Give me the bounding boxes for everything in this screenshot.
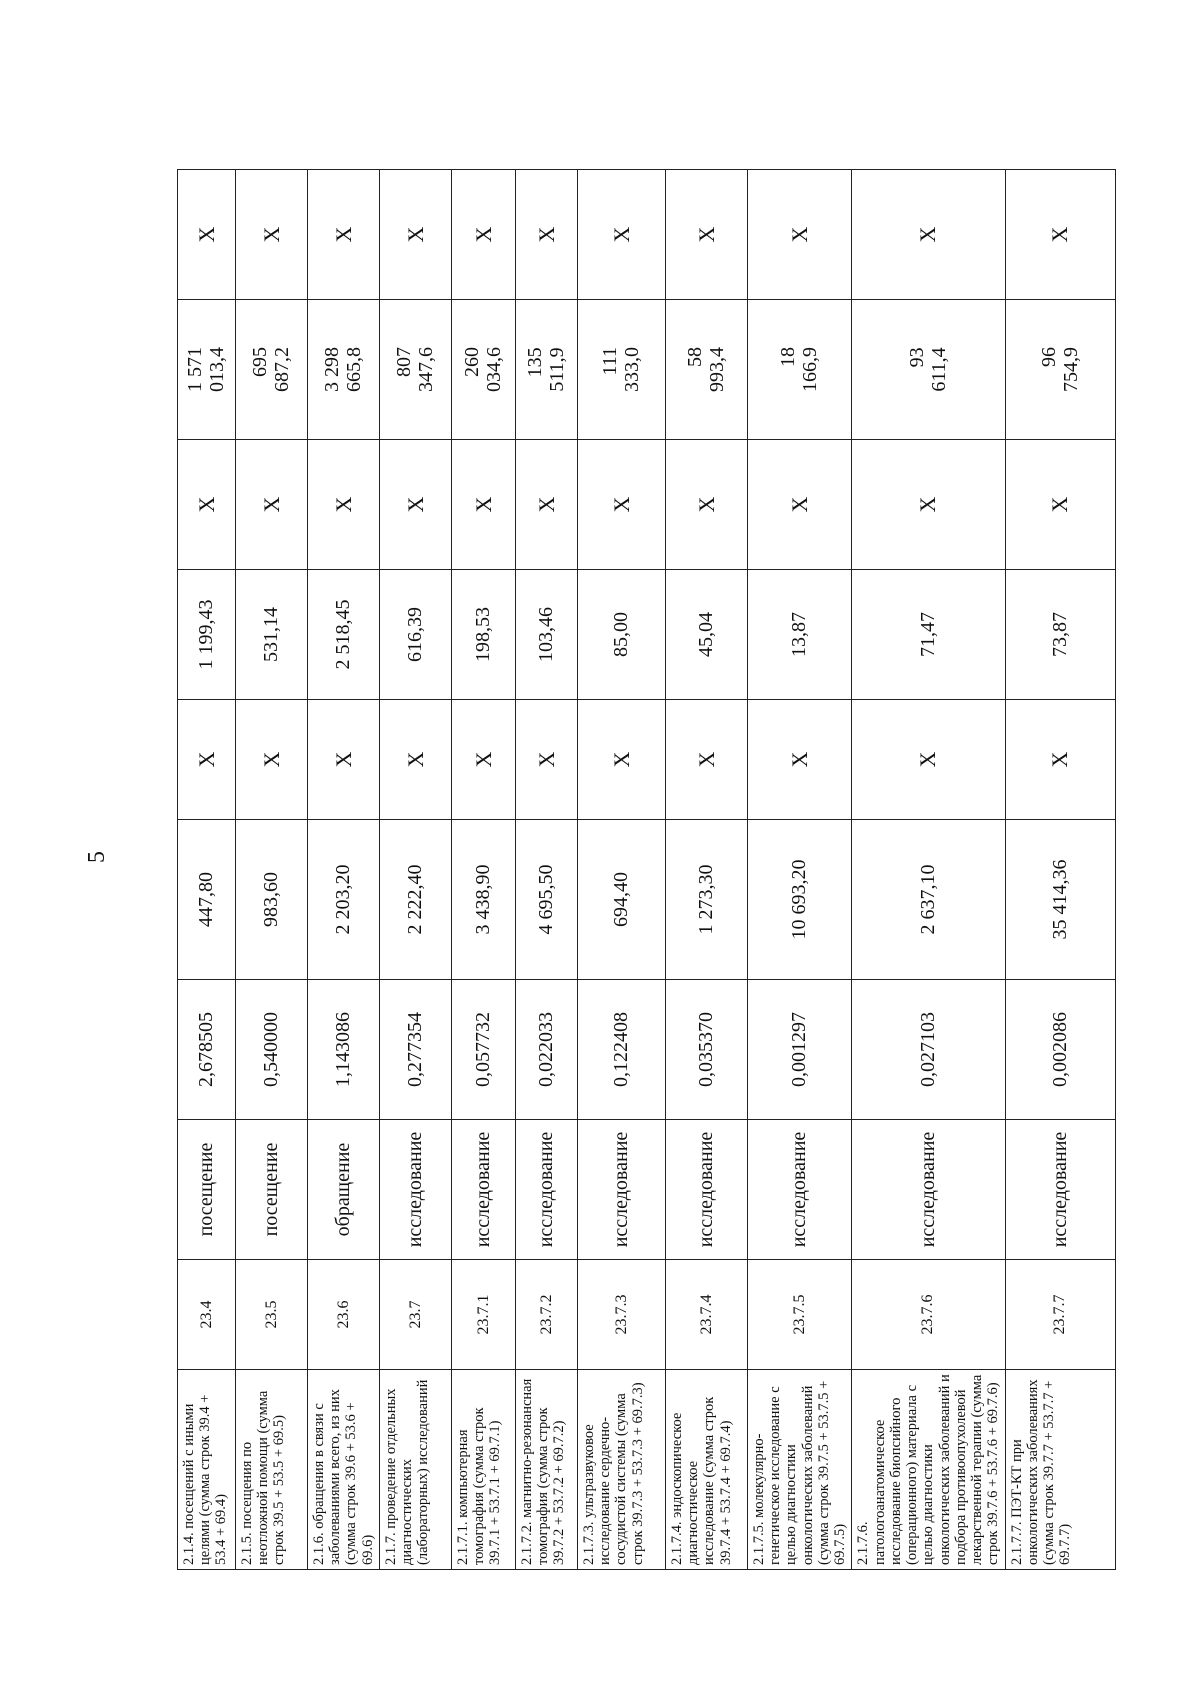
unit-cell: обращение xyxy=(308,1120,380,1260)
x-mark-cell: X xyxy=(748,700,852,820)
row-code-cell: 23.7.1 xyxy=(452,1260,516,1370)
total-cell xyxy=(748,300,852,440)
financing-table xyxy=(177,169,1116,1570)
total-value-line2: 333,0 xyxy=(621,347,643,392)
per-capita-cell: 45,04 xyxy=(666,570,748,700)
cost-cell: 694,40 xyxy=(578,820,666,980)
total-value-line2: 687,2 xyxy=(271,347,293,392)
unit-cell: исследование xyxy=(380,1120,452,1260)
total-value-line1: 807 xyxy=(393,347,415,377)
x-mark-cell: X xyxy=(380,170,452,300)
volume-cell: 0,022033 xyxy=(516,980,578,1120)
total-value-line1: 695 xyxy=(249,347,271,377)
unit-cell: исследование xyxy=(452,1120,516,1260)
unit-cell: исследование xyxy=(1005,1120,1115,1260)
table-row xyxy=(578,170,666,1570)
rotated-table-wrapper xyxy=(177,170,1107,1570)
per-capita-cell: 73,87 xyxy=(1005,570,1115,700)
x-mark-cell: X xyxy=(236,440,308,570)
row-name-cell: 2.1.7.2. магнитно-резонансная томография (сумма строк 39.7.2 + 53.7.2 + 69.7.2) xyxy=(516,1370,578,1570)
row-name-cell: 2.1.7.5. молекулярно-генетическое исследование с целью диагностики онкологических заболеваний (сумма строк 39.7.5 + 53.7.5 + 69.7.5) xyxy=(748,1370,852,1570)
row-name-cell: 2.1.7.1. компьютерная томография (сумма строк 39.7.1 + 53.7.1 + 69.7.1) xyxy=(452,1370,516,1570)
x-mark-cell: X xyxy=(516,440,578,570)
row-code-cell: 23.6 xyxy=(308,1260,380,1370)
cost-cell: 1 273,30 xyxy=(666,820,748,980)
unit-cell: посещение xyxy=(236,1120,308,1260)
row-code-cell: 23.5 xyxy=(236,1260,308,1370)
row-name-cell: 2.1.7.6. патологоанатомическое исследование биопсийного (операционного) материала с целью диагностики онкологических заболеваний и подбора противоопухолевой лекарственной терапии (сумма строк 39.7.6 + 53.7.6 + 69.7.6) xyxy=(852,1370,1005,1570)
total-value xyxy=(524,347,568,391)
total-cell xyxy=(852,300,1005,440)
row-code-cell: 23.7.4 xyxy=(666,1260,748,1370)
total-value-line1: 135 xyxy=(524,347,546,378)
x-mark-cell: X xyxy=(666,700,748,820)
per-capita-cell: 1 199,43 xyxy=(178,570,236,700)
x-mark-cell: X xyxy=(1005,700,1115,820)
total-value-line1: 58 xyxy=(684,347,706,367)
total-cell xyxy=(1005,300,1115,440)
x-mark-cell: X xyxy=(178,170,236,300)
row-code-cell: 23.7.7 xyxy=(1005,1260,1115,1370)
total-cell xyxy=(578,300,666,440)
total-value-line1: 111 xyxy=(599,347,621,376)
total-value-line2: 611,4 xyxy=(927,347,950,392)
x-mark-cell: X xyxy=(380,700,452,820)
total-value-line1: 18 xyxy=(777,347,800,367)
total-value xyxy=(461,347,505,392)
row-code-cell: 23.7.6 xyxy=(852,1260,1005,1370)
cost-cell: 3 438,90 xyxy=(452,820,516,980)
x-mark-cell: X xyxy=(666,170,748,300)
total-value-line2: 993,4 xyxy=(706,347,728,392)
per-capita-cell: 13,87 xyxy=(748,570,852,700)
cost-cell: 447,80 xyxy=(178,820,236,980)
table-row xyxy=(236,170,308,1570)
total-value xyxy=(777,347,821,392)
cost-cell: 35 414,36 xyxy=(1005,820,1115,980)
total-value xyxy=(393,347,437,392)
table-row xyxy=(516,170,578,1570)
total-value xyxy=(599,347,643,392)
total-value xyxy=(184,347,228,392)
x-mark-cell: X xyxy=(308,700,380,820)
total-value xyxy=(684,347,728,392)
total-value-line2: 034,6 xyxy=(483,347,505,392)
row-code-cell: 23.7.2 xyxy=(516,1260,578,1370)
volume-cell: 0,540000 xyxy=(236,980,308,1120)
cost-cell: 983,60 xyxy=(236,820,308,980)
per-capita-cell: 531,14 xyxy=(236,570,308,700)
total-value-line2: 013,4 xyxy=(206,347,228,392)
total-cell xyxy=(308,300,380,440)
total-value-line2: 166,9 xyxy=(799,347,822,392)
total-cell xyxy=(516,300,578,440)
total-value-line1: 1 571 xyxy=(184,347,206,392)
total-value xyxy=(321,347,365,392)
x-mark-cell: X xyxy=(236,700,308,820)
x-mark-cell: X xyxy=(236,170,308,300)
row-name-cell: 2.1.5. посещения по неотложной помощи (сумма строк 39.5 + 53.5 + 69.5) xyxy=(236,1370,308,1570)
x-mark-cell: X xyxy=(852,440,1005,570)
cost-cell: 2 222,40 xyxy=(380,820,452,980)
row-code-cell: 23.7 xyxy=(380,1260,452,1370)
x-mark-cell: X xyxy=(578,700,666,820)
x-mark-cell: X xyxy=(516,700,578,820)
page-number: 5 xyxy=(84,851,110,863)
per-capita-cell: 85,00 xyxy=(578,570,666,700)
unit-cell: исследование xyxy=(852,1120,1005,1260)
row-code-cell: 23.4 xyxy=(178,1260,236,1370)
row-name-cell: 2.1.6. обращения в связи с заболеваниями всего, из них (сумма строк 39.6 + 53.6 + 69.6) xyxy=(308,1370,380,1570)
x-mark-cell: X xyxy=(452,440,516,570)
row-name-cell: 2.1.4. посещений с иными целями (сумма строк 39.4 + 53.4 + 69.4) xyxy=(178,1370,236,1570)
total-cell xyxy=(666,300,748,440)
total-value-line2: 511,9 xyxy=(546,347,568,392)
x-mark-cell: X xyxy=(852,700,1005,820)
volume-cell: 0,122408 xyxy=(578,980,666,1120)
row-code-cell: 23.7.3 xyxy=(578,1260,666,1370)
cost-cell: 2 203,20 xyxy=(308,820,380,980)
unit-cell: исследование xyxy=(516,1120,578,1260)
per-capita-cell: 103,46 xyxy=(516,570,578,700)
cost-cell: 10 693,20 xyxy=(748,820,852,980)
x-mark-cell: X xyxy=(666,440,748,570)
x-mark-cell: X xyxy=(178,440,236,570)
x-mark-cell: X xyxy=(452,170,516,300)
total-value-line2: 754,9 xyxy=(1059,347,1082,392)
total-value-line1: 260 xyxy=(461,347,483,377)
total-value-line1: 93 xyxy=(905,347,928,368)
total-cell xyxy=(236,300,308,440)
x-mark-cell: X xyxy=(178,700,236,820)
total-value-line2: 665,8 xyxy=(343,347,365,392)
table-row xyxy=(308,170,380,1570)
table-body xyxy=(178,170,1116,1570)
total-value xyxy=(1038,347,1082,392)
volume-cell: 0,001297 xyxy=(748,980,852,1120)
x-mark-cell: X xyxy=(1005,170,1115,300)
volume-cell: 2,678505 xyxy=(178,980,236,1120)
cost-cell: 4 695,50 xyxy=(516,820,578,980)
x-mark-cell: X xyxy=(748,440,852,570)
total-value xyxy=(906,347,950,391)
total-value-line1: 3 298 xyxy=(321,347,343,392)
x-mark-cell: X xyxy=(308,170,380,300)
unit-cell: исследование xyxy=(578,1120,666,1260)
x-mark-cell: X xyxy=(748,170,852,300)
volume-cell: 0,002086 xyxy=(1005,980,1115,1120)
unit-cell: посещение xyxy=(178,1120,236,1260)
table-row xyxy=(452,170,516,1570)
volume-cell: 0,277354 xyxy=(380,980,452,1120)
row-code-cell: 23.7.5 xyxy=(748,1260,852,1370)
per-capita-cell: 198,53 xyxy=(452,570,516,700)
volume-cell: 0,057732 xyxy=(452,980,516,1120)
row-name-cell: 2.1.7.7. ПЭТ-КТ при онкологических заболеваниях (сумма строк 39.7.7 + 53.7.7 + 69.7.7) xyxy=(1005,1370,1115,1570)
x-mark-cell: X xyxy=(308,440,380,570)
total-value-line2: 347,6 xyxy=(415,347,437,392)
total-cell xyxy=(380,300,452,440)
per-capita-cell: 71,47 xyxy=(852,570,1005,700)
volume-cell: 0,027103 xyxy=(852,980,1005,1120)
total-cell xyxy=(452,300,516,440)
x-mark-cell: X xyxy=(452,700,516,820)
x-mark-cell: X xyxy=(380,440,452,570)
unit-cell: исследование xyxy=(748,1120,852,1260)
table-row xyxy=(852,170,1005,1570)
per-capita-cell: 2 518,45 xyxy=(308,570,380,700)
x-mark-cell: X xyxy=(852,170,1005,300)
volume-cell: 1,143086 xyxy=(308,980,380,1120)
row-name-cell: 2.1.7.3. ультразвуковое исследование сердечно-сосудистой системы (сумма строк 39.7.3 + 53.7.3 + 69.7.3) xyxy=(578,1370,666,1570)
x-mark-cell: X xyxy=(1005,440,1115,570)
table-row xyxy=(666,170,748,1570)
table-row xyxy=(178,170,236,1570)
row-name-cell: 2.1.7. проведение отдельных диагностических (лабораторных) исследований xyxy=(380,1370,452,1570)
x-mark-cell: X xyxy=(516,170,578,300)
cost-cell: 2 637,10 xyxy=(852,820,1005,980)
table-row xyxy=(748,170,852,1570)
unit-cell: исследование xyxy=(666,1120,748,1260)
total-value-line1: 96 xyxy=(1037,347,1060,367)
per-capita-cell: 616,39 xyxy=(380,570,452,700)
row-name-cell: 2.1.7.4. эндоскопическое диагностическое исследование (сумма строк 39.7.4 + 53.7.4 + 69.7.4) xyxy=(666,1370,748,1570)
total-cell xyxy=(178,300,236,440)
volume-cell: 0,035370 xyxy=(666,980,748,1120)
table-row xyxy=(1005,170,1115,1570)
total-value xyxy=(249,347,293,392)
x-mark-cell: X xyxy=(578,440,666,570)
x-mark-cell: X xyxy=(578,170,666,300)
table-row xyxy=(380,170,452,1570)
